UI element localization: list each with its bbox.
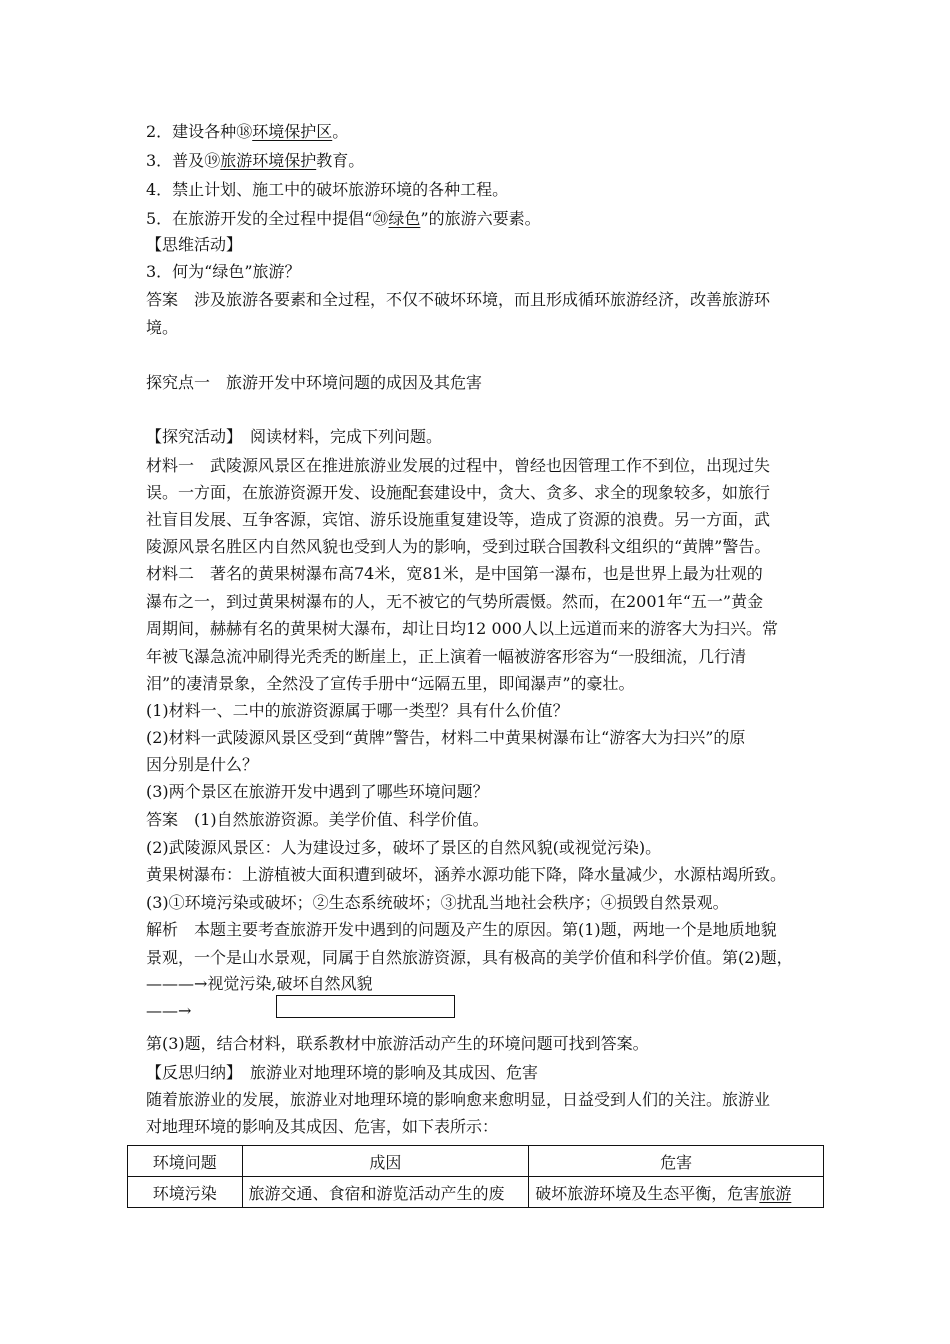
arrow-line-1: ———→视觉污染,破坏自然风貌 (146, 974, 373, 993)
material-2-line-1: 材料二 著名的黄果树瀑布高74米，宽81米，是中国第一瀑布，也是世界上最为壮观的 (146, 564, 763, 583)
material-1-line-2: 误。一方面，在旅游资源开发、设施配套建设中，贪大、贪多、求全的现象较多，如旅行 (146, 483, 771, 502)
line-1: 2．建设各种⑱环境保护区。 (146, 122, 349, 141)
arrow-line-2: ——→ (146, 1001, 192, 1020)
answer-2b: 黄果树瀑布：上游植被大面积遭到破坏，涵养水源功能下降，降水量减少，水源枯竭所致。 (146, 865, 787, 884)
answer-blank-18: 环境保护区 (252, 122, 333, 141)
material-2-line-5: 泪”的凄清景象，全然没了宣传手册中“远隔五里，即闻瀑声”的豪壮。 (146, 674, 635, 693)
question-2-line-2: 因分别是什么？ (146, 755, 259, 774)
table-header-cell: 环境问题 (128, 1146, 243, 1177)
answer-blank-20: 绿色 (388, 209, 421, 228)
table-cell: 旅游交通、食宿和游览活动产生的废 (242, 1177, 529, 1208)
line-2: 3．普及⑲旅游环境保护教育。 (146, 151, 365, 170)
question-2-line-1: (2)材料一武陵源风景区受到“黄牌”警告，材料二中黄果树瀑布让“游客大为扫兴”的原 (146, 728, 746, 747)
answer-line-2: 境。 (146, 318, 179, 337)
table-header-cell: 危害 (529, 1146, 824, 1177)
table-row (128, 1177, 824, 1208)
reflection-line-2: 对地理环境的影响及其成因、危害，如下表所示： (146, 1117, 499, 1136)
question-1: (1)材料一、二中的旅游资源属于哪一类型？具有什么价值？ (146, 701, 569, 720)
section-heading-reflection: 【反思归纳】 旅游业对地理环境的影响及其成因、危害 (146, 1063, 539, 1082)
answer-1: 答案 (1)自然旅游资源。美学价值、科学价值。 (146, 810, 489, 829)
section-heading-inquiry: 【探究活动】 阅读材料，完成下列问题。 (146, 427, 443, 446)
topic-heading: 探究点一 旅游开发中环境问题的成因及其危害 (146, 373, 483, 392)
analysis-line-3: 第(3)题，结合材料，联系教材中旅游活动产生的环境问题可找到答案。 (146, 1034, 649, 1053)
material-1-line-1: 材料一 武陵源风景区在推进旅游业发展的过程中，曾经也因管理工作不到位，出现过失 (146, 456, 771, 475)
question-3: 3．何为“绿色”旅游？ (146, 262, 301, 281)
material-2-line-2: 瀑布之一，到过黄果树瀑布的人，无不被它的气势所震慑。然而，在2001年“五一”黄金 (146, 592, 764, 611)
answer-3: (3)①环境污染或破坏；②生态系统破坏；③扰乱当地社会秩序；④损毁自然景观。 (146, 893, 729, 912)
table-cell: 环境污染 (128, 1177, 243, 1208)
table-header-row (128, 1146, 824, 1177)
material-2-line-3: 周期间，赫赫有名的黄果树大瀑布，却让日均12 000人以上远道而来的游客大为扫兴。常 (146, 619, 778, 638)
material-1-line-4: 陵源风景名胜区内自然风貌也受到人为的影响，受到过联合国教科文组织的“黄牌”警告。 (146, 537, 771, 556)
table-header-cell: 成因 (242, 1146, 529, 1177)
material-1-line-3: 社盲目发展、互争客源，宾馆、游乐设施重复建设等，造成了资源的浪费。另一方面，武 (146, 510, 771, 529)
answer-blank-19: 旅游环境保护 (220, 151, 317, 170)
section-heading-thinking: 【思维活动】 (146, 235, 243, 254)
line-3: 4．禁止计划、施工中的破坏旅游环境的各种工程。 (146, 180, 509, 199)
table-cell: 破坏旅游环境及生态平衡，危害旅游 (529, 1177, 824, 1208)
line-4: 5．在旅游开发的全过程中提倡“⑳绿色”的旅游六要素。 (146, 209, 541, 228)
answer-line-1: 答案 涉及旅游各要素和全过程，不仅不破坏环境，而且形成循环旅游经济，改善旅游环 (146, 290, 771, 309)
analysis-line-2: 景观，一个是山水景观，同属于自然旅游资源，具有极高的美学价值和科学价值。第(2)题， (146, 948, 793, 967)
analysis-line-1: 解析 本题主要考查旅游开发中遇到的问题及产生的原因。第(1)题，两地一个是地质地貌 (146, 920, 777, 939)
impact-table (127, 1145, 824, 1208)
material-2-line-4: 年被飞瀑急流冲刷得光秃秃的断崖上，正上演着一幅被游客形容为“一股细流，几行清 (146, 647, 747, 666)
reflection-line-1: 随着旅游业的发展，旅游业对地理环境的影响愈来愈明显，日益受到人们的关注。旅游业 (146, 1090, 771, 1109)
empty-answer-box (276, 995, 455, 1018)
question-3b: (3)两个景区在旅游开发中遇到了哪些环境问题？ (146, 782, 489, 801)
answer-2: (2)武陵源风景区：人为建设过多，破坏了景区的自然风貌(或视觉污染)。 (146, 838, 662, 857)
